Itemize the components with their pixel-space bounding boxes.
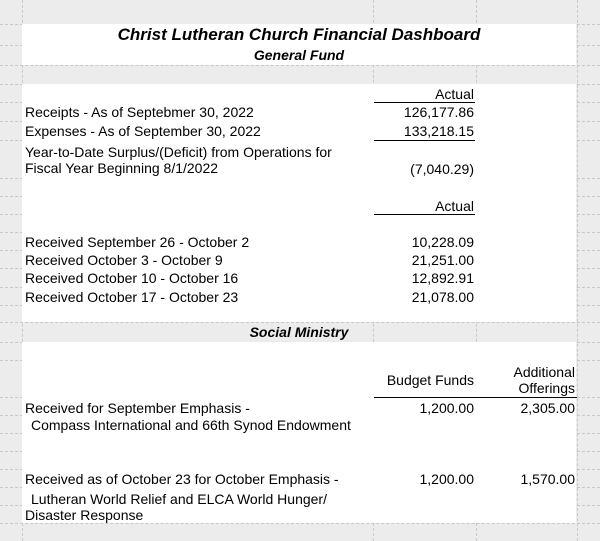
additional-offerings-header-line-1: Additional bbox=[513, 364, 575, 380]
actual-column-header: Actual bbox=[435, 86, 474, 102]
ministry-header-underline bbox=[374, 397, 577, 398]
weekly-actual-header: Actual bbox=[435, 198, 474, 214]
dashboard-title: Christ Lutheran Church Financial Dashboard bbox=[117, 25, 481, 44]
weekly-label: Received October 17 - October 23 bbox=[25, 289, 239, 305]
receipts-value: 126,177.86 bbox=[403, 104, 474, 120]
september-budget-value: 1,200.00 bbox=[419, 400, 474, 416]
weekly-label: Received October 10 - October 16 bbox=[25, 270, 239, 286]
october-emphasis-label-line-3: Disaster Response bbox=[25, 507, 144, 523]
expenses-label: Expenses - As of September 30, 2022 bbox=[25, 123, 261, 139]
september-additional-value: 2,305.00 bbox=[520, 400, 575, 416]
october-emphasis-label-line-2: Lutheran World Relief and ELCA World Hunger/ bbox=[31, 491, 327, 507]
surplus-value: (7,040.29) bbox=[410, 161, 474, 177]
expenses-value: 133,218.15 bbox=[403, 123, 474, 139]
general-fund-heading: General Fund bbox=[253, 47, 345, 63]
budget-funds-header: Budget Funds bbox=[386, 372, 474, 388]
weekly-value: 21,251.00 bbox=[411, 252, 474, 268]
weekly-label: Received October 3 - October 9 bbox=[25, 252, 223, 268]
september-emphasis-label-line-2: Compass International and 66th Synod Endowment bbox=[31, 417, 351, 433]
september-emphasis-label-line-1: Received for September Emphasis - bbox=[25, 400, 250, 416]
weekly-value: 21,078.00 bbox=[411, 289, 474, 305]
receipts-label: Receipts - As of Septebmer 30, 2022 bbox=[25, 104, 254, 120]
october-budget-value: 1,200.00 bbox=[419, 471, 474, 487]
october-additional-value: 1,570.00 bbox=[520, 471, 575, 487]
surplus-label-line-2: Fiscal Year Beginning 8/1/2022 bbox=[25, 160, 219, 176]
social-ministry-heading: Social Ministry bbox=[249, 324, 349, 340]
additional-offerings-header-line-2: Offerings bbox=[518, 380, 575, 396]
weekly-label: Received September 26 - October 2 bbox=[25, 234, 250, 250]
weekly-value: 10,228.09 bbox=[411, 234, 474, 250]
weekly-header-underline bbox=[374, 214, 475, 215]
weekly-value: 12,892.91 bbox=[411, 270, 474, 286]
october-emphasis-label-line-1: Received as of October 23 for October Emphasis - bbox=[25, 471, 339, 487]
surplus-label-line-1: Year-to-Date Surplus/(Deficit) from Operations for bbox=[25, 144, 332, 160]
total-underline bbox=[374, 140, 475, 141]
